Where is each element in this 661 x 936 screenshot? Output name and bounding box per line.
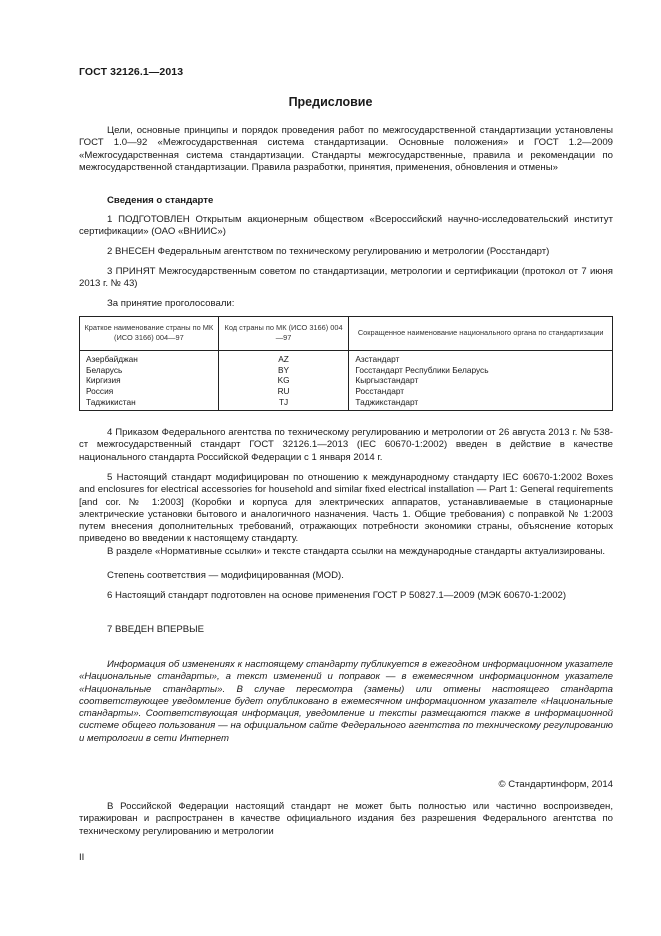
voting-table: [79, 316, 613, 411]
table-header-body: Сокращенное наименование национального органа по стандартизации: [349, 317, 613, 351]
info-notice: Информация об изменениях к настоящему стандарту публикуется в ежегодном информационном указателе «Национальные стандарты», а текст изменений и поправок — в ежемесячном информационном указателе «Национальные стандарты». В случае пересмотра (замены) или отмены настоящего стандарта соответствующее уведомление будет опубликовано в ежемесячном информационном указателе «Национальные стандарты». Соответствующая информация, уведомление и тексты размещаются также в информационной системе общего пользования — на официальном сайте Федерального агентства по техническому регулированию и метрологии в сети Интернет: [79, 659, 613, 744]
table-cell: Азербайджан: [86, 354, 138, 364]
table-header-code: Код страны по МК (ИСО 3166) 004—97: [218, 317, 349, 351]
item-7: 7 ВВЕДЕН ВПЕРВЫЕ: [107, 624, 205, 635]
table-cell: RU: [277, 386, 290, 397]
table-header-row: [80, 317, 613, 351]
page-number: II: [79, 852, 85, 863]
table-cell: Таджикистан: [86, 396, 136, 407]
code-column: [218, 351, 349, 411]
table-cell: KG: [277, 375, 290, 386]
table-cell: TJ: [278, 396, 289, 407]
country-column: [80, 351, 219, 411]
item-5: 5 Настоящий стандарт модифицирован по отношению к международному стандарту IEC 60670-1:2002 Boxes and enclosures for electrical accessories for household and similar fixed electrical installation — Part 1: General requirements [and cor. № 1:2003] (Коробки и корпуса для электрических аппаратов, устанавливаемые в стационарные электрические установки бытового и аналогичного назначения. Часть 1. Общие требования) с поправкой № 1:2003 путем внесения дополнительных требований, отражающих потребности экономики страны, объяснение которых приведено во введении к настоящему стандарту.: [79, 472, 613, 545]
table-cell: BY: [278, 364, 290, 375]
body-column: [349, 351, 613, 411]
item-4: 4 Приказом Федерального агентства по техническому регулированию и метрологии от 26 августа 2013 г. № 538-ст межгосударственный стандарт ГОСТ 32126.1—2013 (IEC 60670-1:2002) введен в действие в качестве национального стандарта Российской Федерации с 1 января 2014 г.: [79, 427, 613, 463]
page-title: Предисловие: [288, 95, 373, 109]
document-code: ГОСТ 32126.1—2013: [79, 66, 184, 78]
section-subheading: Сведения о стандарте: [107, 195, 214, 206]
table-cell: Азстандарт: [355, 354, 400, 364]
voted-label: За принятие проголосовали:: [107, 298, 235, 309]
item-6: 6 Настоящий стандарт подготовлен на основе применения ГОСТ Р 50827.1—2009 (МЭК 60670-1:2002): [107, 590, 567, 601]
table-cell: Кыргызстандарт: [355, 375, 419, 386]
table-cell: Беларусь: [86, 364, 123, 375]
item-3: 3 ПРИНЯТ Межгосударственным советом по стандартизации, метрологии и сертификации (протокол от 7 июня 2013 г. № 43): [79, 266, 613, 290]
table-cell: Россия: [86, 386, 114, 397]
table-body: [80, 351, 613, 411]
table-cell: Таджикстандарт: [355, 396, 419, 407]
item-5-conformity: Степень соответствия — модифицированная (MOD).: [107, 570, 344, 581]
item-1: 1 ПОДГОТОВЛЕН Открытым акционерным обществом «Всероссийский научно-исследовательский институт сертификации» (ОАО «ВНИИС»): [79, 214, 613, 238]
table-cell: Госстандарт Республики Беларусь: [355, 364, 489, 375]
table-cell: Росстандарт: [355, 386, 405, 397]
item-5-references: В разделе «Нормативные ссылки» и тексте стандарта ссылки на международные стандарты актуализированы.: [107, 546, 606, 557]
table-cell: AZ: [278, 354, 289, 364]
item-2: 2 ВНЕСЕН Федеральным агентством по техническому регулированию и метрологии (Росстандарт): [107, 246, 550, 257]
copyright: © Стандартинформ, 2014: [498, 779, 613, 790]
table-cell: Киргизия: [86, 375, 121, 386]
legal-notice: В Российской Федерации настоящий стандарт не может быть полностью или частично воспроизведен, тиражирован и распространен в качестве официального издания без разрешения Федерального агентства по техническому регулированию и метрологии: [79, 801, 613, 837]
table-header-country: Краткое наименование страны по МК (ИСО 3166) 004—97: [80, 317, 219, 351]
intro-paragraph: Цели, основные принципы и порядок проведения работ по межгосударственной стандартизации установлены ГОСТ 1.0—92 «Межгосударственная система стандартизации. Основные положения» и ГОСТ 1.2—2009 «Межгосударственная система стандартизации. Стандарты межгосударственные, правила и рекомендации по межгосударственной стандартизации. Правила разработки, принятия, применения, обновления и отмены»: [79, 125, 613, 173]
